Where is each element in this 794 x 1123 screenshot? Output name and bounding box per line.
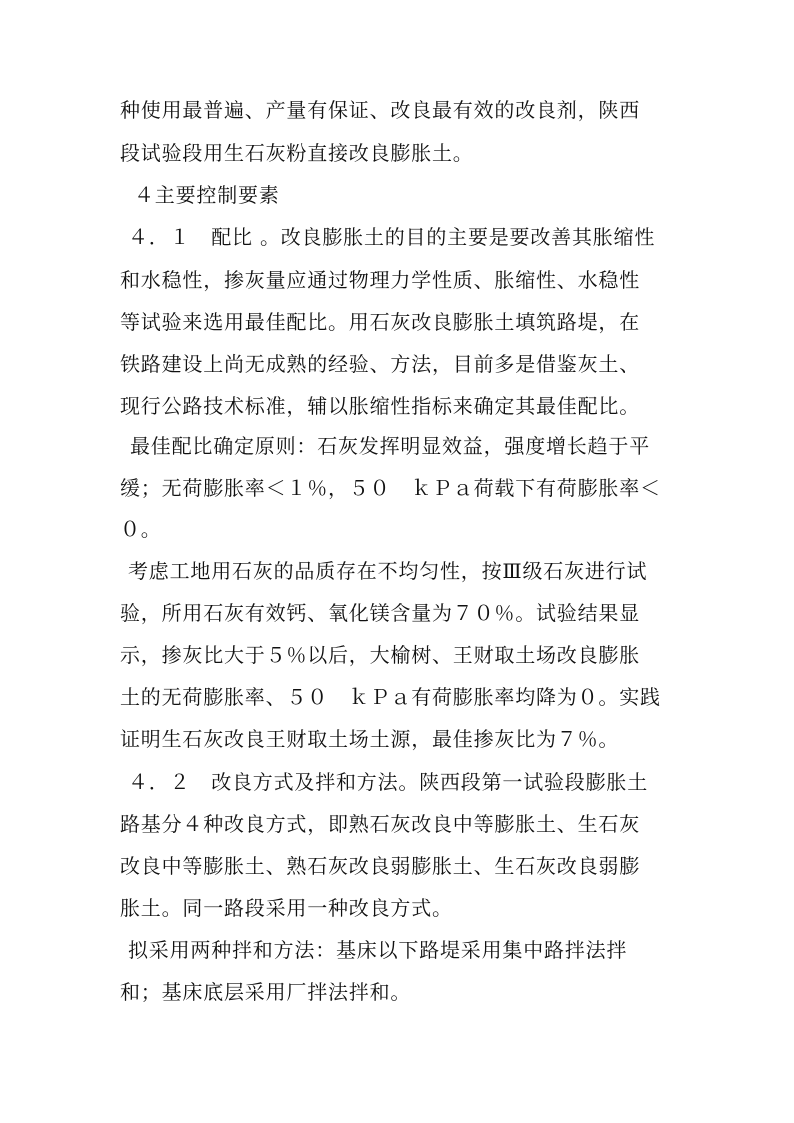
text-line: 考虑工地用石灰的品质存在不均匀性，按Ⅲ级石灰进行试 (128, 559, 648, 583)
text-line: 验，所用石灰有效钙、氧化镁含量为７０％。试验结果显 (120, 601, 640, 625)
text-line: 段试验段用生石灰粉直接改良膨胀土。 (120, 141, 474, 165)
text-line: 最佳配比确定原则：石灰发挥明显效益，强度增长趋于平 (130, 434, 650, 458)
text-line: 和水稳性，掺灰量应通过物理力学性质、胀缩性、水稳性 (120, 268, 640, 292)
subsection-heading-line: ４．２ 改良方式及拌和方法。陕西段第一试验段膨胀土 (128, 770, 648, 794)
text-line: 缓；无荷膨胀率＜１％，５０ ｋＰａ荷载下有荷膨胀率＜ (120, 476, 661, 500)
text-line: 胀土。同一路段采用一种改良方式。 (120, 896, 453, 920)
text-line: 改良中等膨胀土、熟石灰改良弱膨胀土、生石灰改良弱膨 (120, 854, 640, 878)
section-heading: ４主要控制要素 (134, 183, 280, 207)
text-line: 和；基床底层采用厂拌法拌和。 (120, 980, 412, 1004)
subsection-heading-line: ４．１ 配比 。改良膨胀土的目的主要是要改善其胀缩性 (128, 225, 656, 249)
text-line: 种使用最普遍、产量有保证、改良最有效的改良剂，陕西 (120, 98, 640, 122)
text-line: 证明生石灰改良王财取土场土源，最佳掺灰比为７％。 (120, 727, 620, 751)
text-line: 拟采用两种拌和方法：基床以下路堤采用集中路拌法拌 (128, 938, 628, 962)
text-line: 土的无荷膨胀率、５０ ｋＰａ有荷膨胀率均降为０。实践 (120, 685, 661, 709)
text-line: 现行公路技术标准，辅以胀缩性指标来确定其最佳配比。 (120, 394, 640, 418)
text-line: 铁路建设上尚无成熟的经验、方法，目前多是借鉴灰土、 (120, 352, 640, 376)
text-line: 路基分４种改良方式，即熟石灰改良中等膨胀土、生石灰 (120, 812, 640, 836)
text-line: ０。 (120, 517, 162, 541)
text-line: 等试验来选用最佳配比。用石灰改良膨胀土填筑路堤，在 (120, 310, 640, 334)
text-line: 示，掺灰比大于５％以后，大榆树、王财取土场改良膨胀 (120, 643, 640, 667)
